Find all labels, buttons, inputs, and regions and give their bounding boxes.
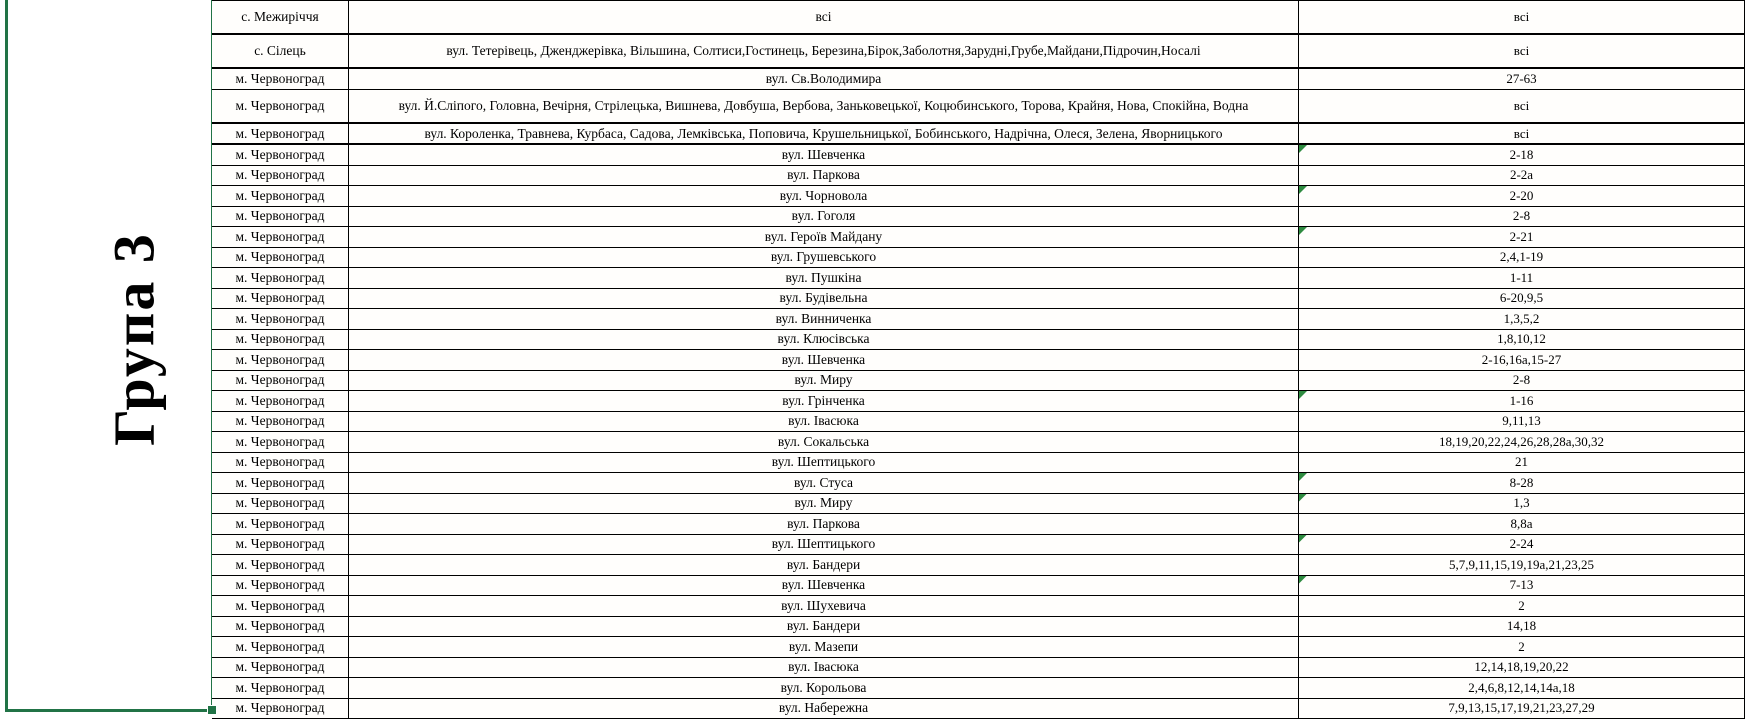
error-indicator-icon <box>1299 494 1307 502</box>
streets-cell[interactable]: вул. Чорновола <box>348 186 1298 206</box>
numbers-cell[interactable]: 8,8а <box>1298 514 1744 534</box>
numbers-cell[interactable]: всі <box>1298 90 1744 122</box>
settlement-cell[interactable]: м. Червоноград <box>235 269 325 285</box>
settlement-cell[interactable]: м. Червоноград <box>235 577 325 593</box>
streets-cell[interactable]: вул. Грушевського <box>348 248 1298 268</box>
table-row <box>212 145 1744 166</box>
numbers-cell[interactable]: 2-18 <box>1298 145 1744 165</box>
streets-cell[interactable]: вул. Набережна <box>348 699 1298 719</box>
table-row <box>212 289 1744 310</box>
numbers-cell[interactable]: всі <box>1298 124 1744 143</box>
table-row <box>212 186 1744 207</box>
table-row <box>212 207 1744 228</box>
table-row <box>212 309 1744 330</box>
streets-cell[interactable]: вул. Миру <box>348 494 1298 514</box>
streets-cell[interactable]: вул. Короленка, Травнева, Курбаса, Садова, Лемківська, Поповича, Крушельницької, Бобинського, Надрічна, Олеся, Зелена, Яворницького <box>348 124 1298 143</box>
settlement-cell[interactable]: м. Червоноград <box>235 515 325 531</box>
table-row <box>212 576 1744 597</box>
table-row <box>212 227 1744 248</box>
streets-cell[interactable]: вул. Шевченка <box>348 145 1298 165</box>
streets-cell[interactable]: вул. Будівельна <box>348 289 1298 309</box>
streets-cell[interactable]: вул. Бандери <box>348 555 1298 575</box>
table-row <box>212 555 1744 576</box>
numbers-cell[interactable]: всі <box>1298 35 1744 67</box>
numbers-cell[interactable]: всі <box>1298 1 1744 33</box>
error-indicator-icon <box>1299 227 1307 235</box>
settlement-cell[interactable]: м. Червоноград <box>235 208 325 224</box>
streets-cell[interactable]: вул. Шухевича <box>348 596 1298 616</box>
numbers-cell[interactable]: 5,7,9,11,15,19,19а,21,23,25 <box>1298 555 1744 575</box>
streets-cell[interactable]: вул. Паркова <box>348 166 1298 186</box>
streets-cell[interactable]: вул. Стуса <box>348 473 1298 493</box>
numbers-cell[interactable]: 7-13 <box>1298 576 1744 596</box>
streets-cell[interactable]: вул. Паркова <box>348 514 1298 534</box>
streets-cell[interactable]: вул. Клюсівська <box>348 330 1298 350</box>
table-row <box>212 268 1744 289</box>
streets-cell[interactable]: вул. Св.Володимира <box>348 69 1298 89</box>
table-row <box>212 453 1744 474</box>
numbers-cell[interactable]: 2-2а <box>1298 166 1744 186</box>
settlement-cell[interactable]: м. Червоноград <box>235 638 325 654</box>
table-row <box>212 637 1744 658</box>
table-row <box>212 69 1744 90</box>
group-cell-selection[interactable] <box>5 0 214 712</box>
selection-fill-handle-icon[interactable] <box>207 705 217 715</box>
table-row <box>212 391 1744 412</box>
numbers-cell[interactable]: 2-20 <box>1298 186 1744 206</box>
streets-cell[interactable]: вул. Шептицького <box>348 535 1298 555</box>
streets-cell[interactable]: вул. Шевченка <box>348 576 1298 596</box>
streets-cell[interactable]: вул. Івасюка <box>348 658 1298 678</box>
settlement-cell[interactable]: м. Червоноград <box>235 433 325 449</box>
streets-cell[interactable]: вул. Тетерівець, Дженджерівка, Вільшина, Солтиси,Гостинець, Березина,Бірок,Заболотня,Зарудні,Грубе,Майдани,Підрочин,Носалі <box>348 35 1298 67</box>
numbers-cell[interactable]: 2,4,1-19 <box>1298 248 1744 268</box>
streets-cell[interactable]: вул. Сокальська <box>348 432 1298 452</box>
streets-cell[interactable]: вул. Шевченка <box>348 350 1298 370</box>
streets-cell[interactable]: вул. Миру <box>348 371 1298 391</box>
numbers-cell[interactable]: 9,11,13 <box>1298 412 1744 432</box>
table-row <box>212 596 1744 617</box>
error-indicator-icon <box>1299 391 1307 399</box>
numbers-cell[interactable]: 2 <box>1298 596 1744 616</box>
table-row <box>212 330 1744 351</box>
settlement-cell[interactable]: м. Червоноград <box>235 249 325 265</box>
settlement-cell[interactable]: м. Червоноград <box>235 618 325 634</box>
table-row <box>212 678 1744 699</box>
streets-cell[interactable]: вул. Грінченка <box>348 391 1298 411</box>
numbers-cell[interactable]: 27-63 <box>1298 69 1744 89</box>
streets-cell[interactable]: вул. Мазепи <box>348 637 1298 657</box>
table-row <box>212 514 1744 535</box>
numbers-cell[interactable]: 1-16 <box>1298 391 1744 411</box>
error-indicator-icon <box>1299 576 1307 584</box>
numbers-cell[interactable]: 6-20,9,5 <box>1298 289 1744 309</box>
streets-cell[interactable]: вул. Винниченка <box>348 309 1298 329</box>
settlement-cell[interactable]: м. Червоноград <box>235 71 325 86</box>
group-label: Група 3 <box>101 232 166 447</box>
settlement-cell[interactable]: м. Червоноград <box>235 187 325 203</box>
error-indicator-icon <box>1299 145 1307 153</box>
table-row <box>212 617 1744 638</box>
numbers-cell[interactable]: 18,19,20,22,24,26,28,28а,30,32 <box>1298 432 1744 452</box>
numbers-cell[interactable]: 1,3,5,2 <box>1298 309 1744 329</box>
table-row <box>212 124 1744 145</box>
table-row <box>212 432 1744 453</box>
numbers-cell[interactable]: 12,14,18,19,20,22 <box>1298 658 1744 678</box>
streets-cell[interactable]: вул. Корольова <box>348 678 1298 698</box>
table-row <box>212 248 1744 269</box>
table-row <box>212 658 1744 679</box>
table-row <box>212 350 1744 371</box>
settlement-cell[interactable]: м. Червоноград <box>235 372 325 388</box>
numbers-cell[interactable]: 2,4,6,8,12,14,14а,18 <box>1298 678 1744 698</box>
table-row <box>212 35 1744 69</box>
numbers-cell[interactable]: 2-24 <box>1298 535 1744 555</box>
error-indicator-icon <box>1299 473 1307 481</box>
streets-cell[interactable]: вул. Шептицького <box>348 453 1298 473</box>
settlement-cell[interactable]: м. Червоноград <box>235 413 325 429</box>
settlement-cell[interactable]: м. Червоноград <box>235 331 325 347</box>
settlement-cell[interactable]: м. Червоноград <box>235 290 325 306</box>
numbers-cell[interactable]: 21 <box>1298 453 1744 473</box>
settlement-cell[interactable]: м. Червоноград <box>235 310 325 326</box>
settlement-cell[interactable]: м. Червоноград <box>235 125 325 141</box>
settlement-cell[interactable]: м. Червоноград <box>235 392 325 408</box>
table-row <box>212 166 1744 187</box>
settlement-cell[interactable]: м. Червоноград <box>235 679 325 695</box>
settlement-cell[interactable]: м. Червоноград <box>235 98 325 113</box>
numbers-cell[interactable]: 1,3 <box>1298 494 1744 514</box>
table-row <box>212 473 1744 494</box>
streets-cell[interactable]: вул. Героїв Майдану <box>348 227 1298 247</box>
numbers-cell[interactable]: 2-16,16а,15-27 <box>1298 350 1744 370</box>
table-row <box>212 371 1744 392</box>
settlement-cell[interactable]: м. Червоноград <box>235 167 325 183</box>
table-row <box>212 1 1744 35</box>
table-row <box>212 494 1744 515</box>
numbers-cell[interactable]: 1,8,10,12 <box>1298 330 1744 350</box>
table-row <box>212 699 1744 719</box>
settlement-cell[interactable]: м. Червоноград <box>235 556 325 572</box>
numbers-cell[interactable]: 8-28 <box>1298 473 1744 493</box>
settlement-cell[interactable]: м. Червоноград <box>235 536 325 552</box>
numbers-cell[interactable]: 2-8 <box>1298 207 1744 227</box>
settlement-cell[interactable]: м. Червоноград <box>235 228 325 244</box>
numbers-cell[interactable]: 2-21 <box>1298 227 1744 247</box>
streets-cell[interactable]: вул. Й.Сліпого, Головна, Вечірня, Стрілецька, Вишнева, Довбуша, Вербова, Заньковецької, Коцюбинського, Торова, Крайня, Нова, Спокійна, Водна <box>348 90 1298 122</box>
distribution-table <box>212 0 1745 719</box>
streets-cell[interactable]: всі <box>348 1 1298 33</box>
settlement-cell[interactable]: м. Червоноград <box>235 351 325 367</box>
streets-cell[interactable]: вул. Пушкіна <box>348 268 1298 288</box>
table-row <box>212 412 1744 433</box>
table-row <box>212 535 1744 556</box>
settlement-cell[interactable]: с. Сілець <box>254 43 306 58</box>
streets-cell[interactable]: вул. Бандери <box>348 617 1298 637</box>
settlement-cell[interactable]: м. Червоноград <box>235 700 325 716</box>
numbers-cell[interactable]: 2 <box>1298 637 1744 657</box>
numbers-cell[interactable]: 7,9,13,15,17,19,21,23,27,29 <box>1298 699 1744 719</box>
settlement-cell[interactable]: м. Червоноград <box>235 659 325 675</box>
error-indicator-icon <box>1299 535 1307 543</box>
settlement-cell[interactable]: м. Червоноград <box>235 495 325 511</box>
settlement-cell[interactable]: с. Межиріччя <box>241 9 319 24</box>
numbers-cell[interactable]: 14,18 <box>1298 617 1744 637</box>
numbers-cell[interactable]: 2-8 <box>1298 371 1744 391</box>
settlement-cell[interactable]: м. Червоноград <box>235 146 325 162</box>
error-indicator-icon <box>1299 186 1307 194</box>
streets-cell[interactable]: вул. Івасюка <box>348 412 1298 432</box>
numbers-cell[interactable]: 1-11 <box>1298 268 1744 288</box>
settlement-cell[interactable]: м. Червоноград <box>235 474 325 490</box>
streets-cell[interactable]: вул. Гоголя <box>348 207 1298 227</box>
settlement-cell[interactable]: м. Червоноград <box>235 597 325 613</box>
settlement-cell[interactable]: м. Червоноград <box>235 454 325 470</box>
table-row <box>212 90 1744 124</box>
